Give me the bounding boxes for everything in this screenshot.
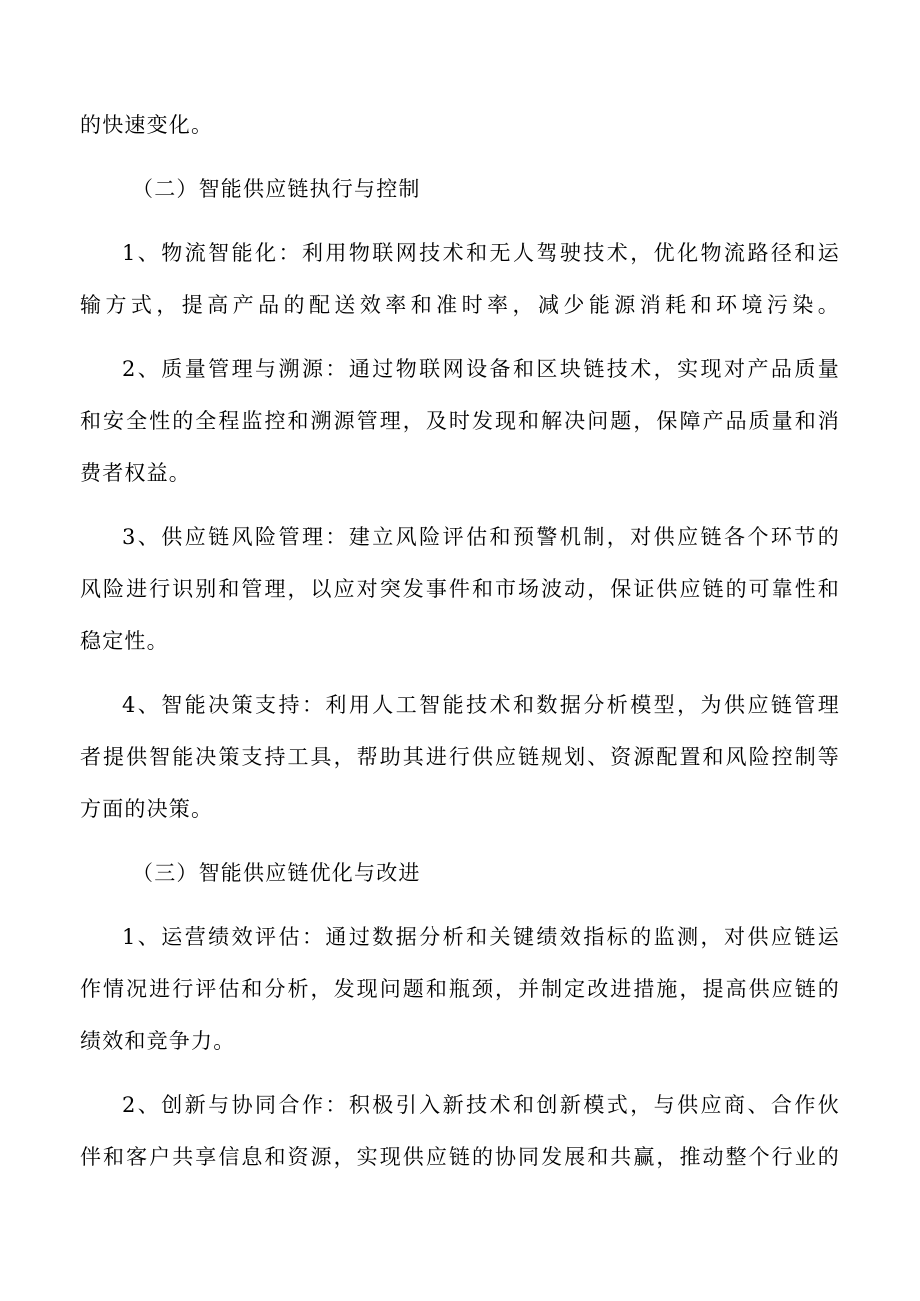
item-decision-line-3: 方面的决策。 <box>80 797 214 821</box>
item-performance-line-1: 1、运营绩效评估：通过数据分析和关键绩效指标的监测，对供应链运 <box>122 925 840 949</box>
item-logistics-line-1: 1、物流智能化：利用物联网技术和无人驾驶技术，优化物流路径和运 <box>122 241 840 265</box>
item-innovation-line-1: 2、创新与协同合作：积极引入新技术和创新模式，与供应商、合作伙 <box>122 1093 840 1117</box>
paragraph-continuation-line: 的快速变化。 <box>80 113 214 137</box>
item-performance-line-2: 作情况进行评估和分析，发现问题和瓶颈，并制定改进措施，提高供应链的 <box>80 977 840 1001</box>
item-quality-line-3: 费者权益。 <box>80 461 191 485</box>
item-innovation-line-2: 伴和客户共享信息和资源，实现供应链的协同发展和共赢，推动整个行业的 <box>80 1145 840 1169</box>
item-decision-line-1: 4、智能决策支持：利用人工智能技术和数据分析模型，为供应链管理 <box>122 693 840 717</box>
item-risk-line-1: 3、供应链风险管理：建立风险评估和预警机制，对供应链各个环节的 <box>122 525 840 549</box>
item-quality-line-1: 2、质量管理与溯源：通过物联网设备和区块链技术，实现对产品质量 <box>122 357 840 381</box>
item-logistics-line-2: 输方式，提高产品的配送效率和准时率，减少能源消耗和环境污染。 <box>80 293 840 317</box>
section-heading-execution-control: （二）智能供应链执行与控制 <box>132 177 421 201</box>
item-quality-line-2: 和安全性的全程监控和溯源管理，及时发现和解决问题，保障产品质量和消 <box>80 409 840 433</box>
item-decision-line-2: 者提供智能决策支持工具，帮助其进行供应链规划、资源配置和风险控制等 <box>80 745 840 769</box>
item-performance-line-3: 绩效和竞争力。 <box>80 1029 236 1053</box>
item-risk-line-2: 风险进行识别和管理，以应对突发事件和市场波动，保证供应链的可靠性和 <box>80 577 840 601</box>
section-heading-optimization: （三）智能供应链优化与改进 <box>132 861 421 885</box>
item-risk-line-3: 稳定性。 <box>80 629 169 653</box>
